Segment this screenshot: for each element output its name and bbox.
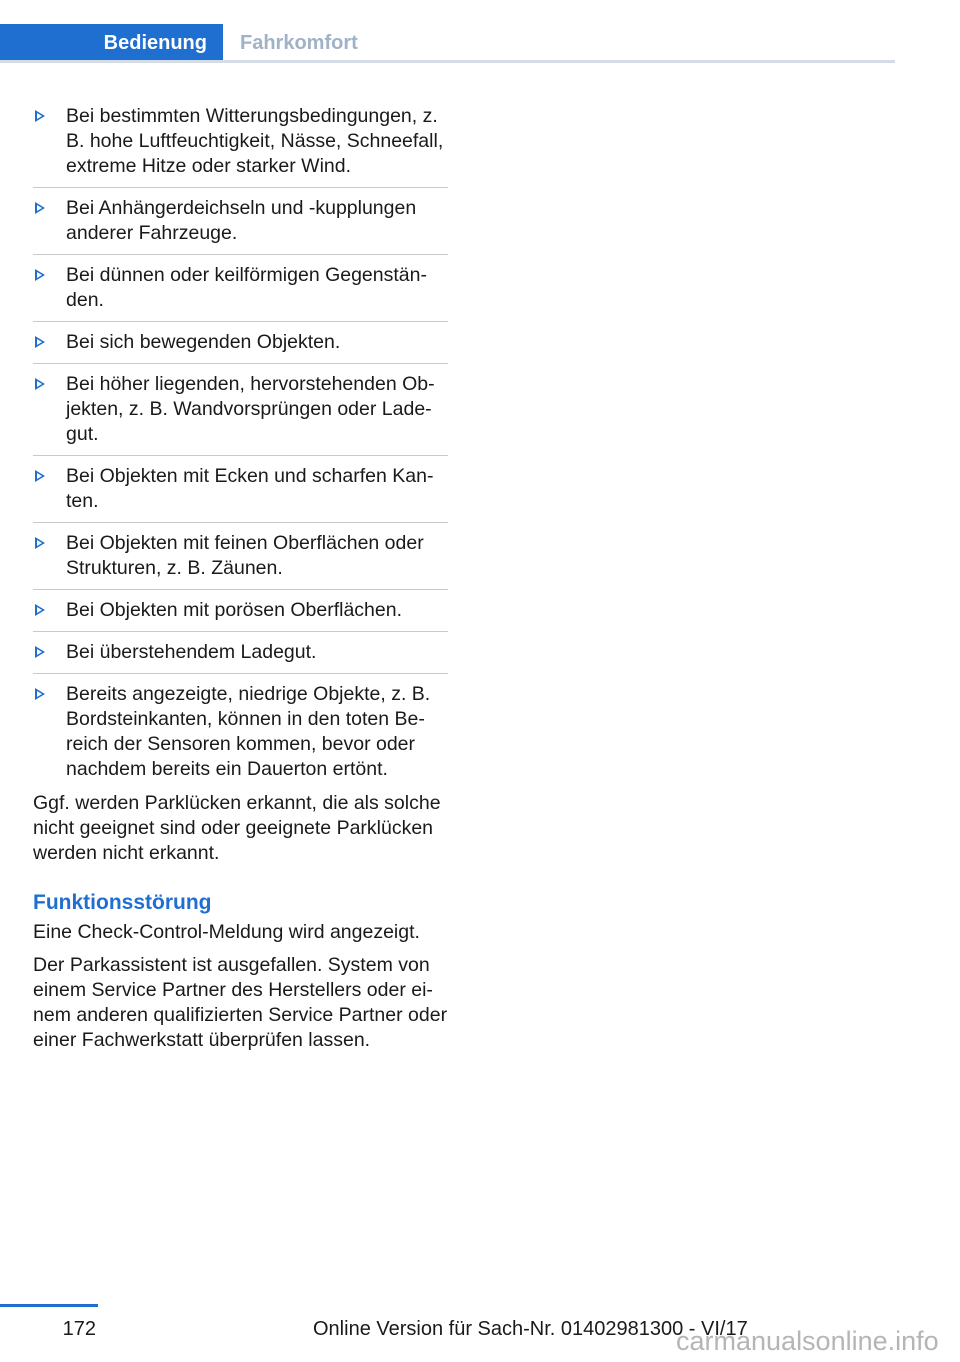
- list-item: [33, 598, 448, 632]
- triangle-bullet-icon: [35, 336, 45, 348]
- list-item-text: Bei dünnen oder keilförmigen Gegenstän-den.: [66, 264, 427, 311]
- section-heading-malfunction: Funktionsstörung: [33, 891, 212, 914]
- tab-fahrkomfort[interactable]: Fahrkomfort: [240, 32, 358, 54]
- malfunction-paragraph-1: Eine Check-Control-Meldung wird angezeigt.: [33, 921, 420, 943]
- list-item: [33, 531, 448, 590]
- list-item: [33, 263, 448, 322]
- list-item: [33, 196, 448, 255]
- tab-bedienung[interactable]: Bedienung: [0, 24, 223, 60]
- page-number: 172: [62, 1318, 96, 1340]
- footer-version-text: Online Version für Sach-Nr. 01402981300 - VI/17: [313, 1318, 748, 1340]
- triangle-bullet-icon: [35, 470, 45, 482]
- list-item-text: Bei höher liegenden, hervorstehenden Ob-jekten, z. B. Wandvorsprüngen oder Lade-gut.: [66, 373, 435, 445]
- list-item-text: Bereits angezeigte, niedrige Objekte, z. B. Bordsteinkanten, können in den toten Be-reich der Sensoren kommen, bevor oder nachdem bereits ein Dauerton ertönt.: [66, 683, 431, 780]
- parking-gap-note: Ggf. werden Parklücken erkannt, die als solche nicht geeignet sind oder geeignete Parklücken werden nicht erkannt.: [33, 792, 441, 864]
- list-item-text: Bei sich bewegenden Objekten.: [66, 331, 341, 353]
- list-item: [33, 682, 448, 785]
- limitations-list: [33, 104, 448, 785]
- triangle-bullet-icon: [35, 269, 45, 281]
- triangle-bullet-icon: [35, 110, 45, 122]
- list-item-text: Bei bestimmten Witterungsbedingungen, z. B. hohe Luftfeuchtigkeit, Nässe, Schneefall, extreme Hitze oder starker Wind.: [66, 105, 444, 177]
- triangle-bullet-icon: [35, 202, 45, 214]
- main-column: [33, 104, 448, 1061]
- triangle-bullet-icon: [35, 378, 45, 390]
- list-item-text: Bei Objekten mit Ecken und scharfen Kan-ten.: [66, 465, 434, 512]
- chapter-header: [0, 24, 895, 62]
- list-item: [33, 330, 448, 364]
- footer-accent-line: [0, 1304, 98, 1307]
- malfunction-paragraph-2: Der Parkassistent ist ausgefallen. System von einem Service Partner des Herstellers oder ei-nem anderen qualifizierten Service Partner oder einer Fachwerkstatt überprüfen lassen.: [33, 954, 448, 1051]
- list-item: [33, 372, 448, 456]
- list-item-text: Bei überstehendem Ladegut.: [66, 641, 317, 663]
- triangle-bullet-icon: [35, 537, 45, 549]
- list-item-text: Bei Objekten mit feinen Oberflächen oder Strukturen, z. B. Zäunen.: [66, 532, 424, 579]
- triangle-bullet-icon: [35, 688, 45, 700]
- list-item-text: Bei Objekten mit porösen Oberflächen.: [66, 599, 403, 621]
- list-item: [33, 640, 448, 674]
- triangle-bullet-icon: [35, 646, 45, 658]
- triangle-bullet-icon: [35, 604, 45, 616]
- header-divider: [0, 60, 895, 63]
- watermark: carmanualsonline.info: [676, 1326, 939, 1356]
- list-item: [33, 104, 448, 188]
- list-item-text: Bei Anhängerdeichseln und -kupplungen anderer Fahrzeuge.: [66, 197, 417, 244]
- list-item: [33, 464, 448, 523]
